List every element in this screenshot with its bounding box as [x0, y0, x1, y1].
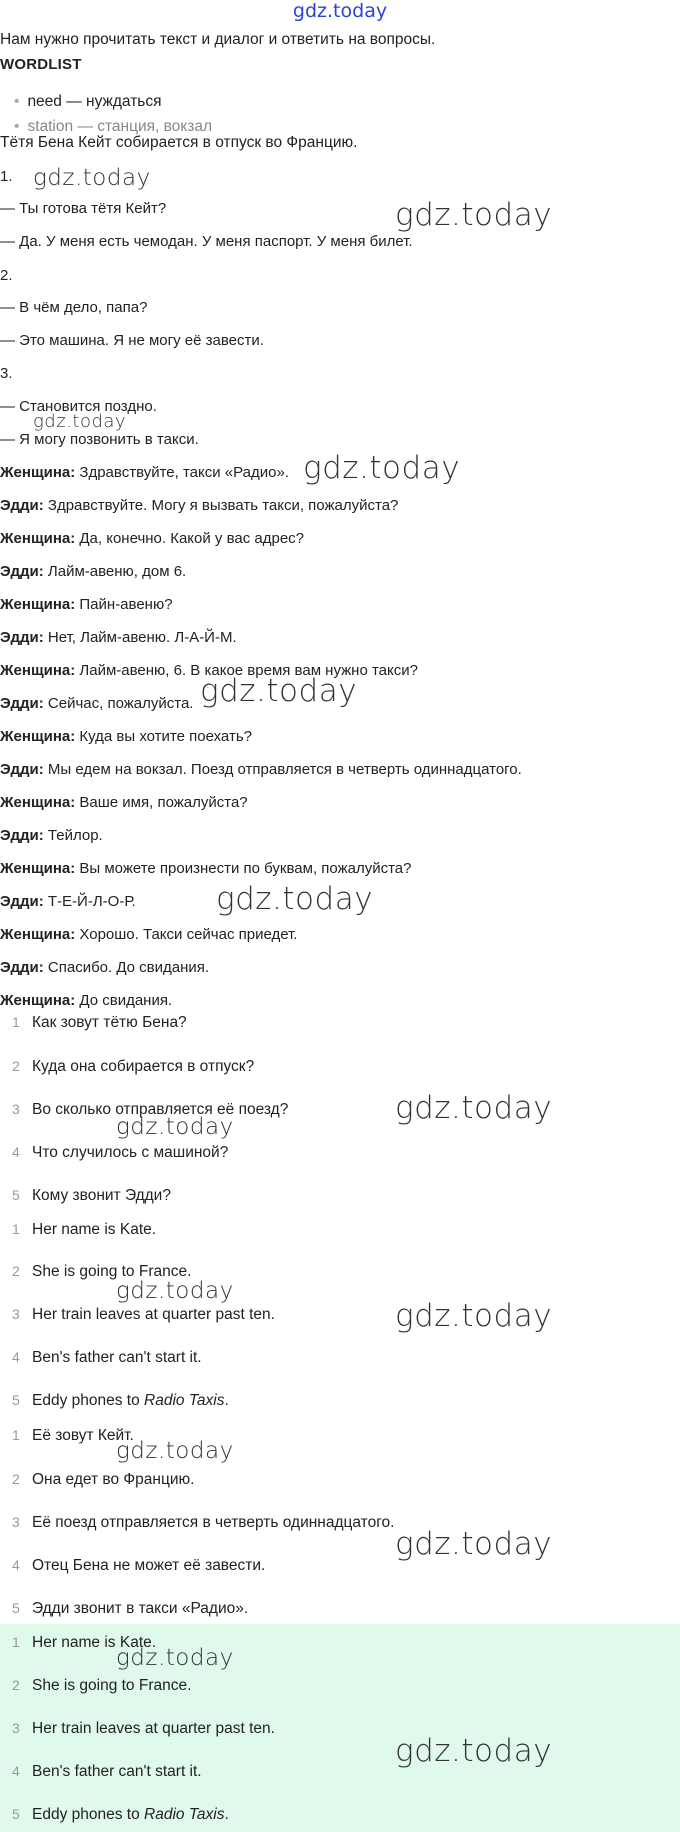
watermark: gdz.today [395, 1298, 553, 1334]
speaker-name: Женщина: [0, 596, 76, 613]
answer-text: Её поезд отправляется в четверть одиннадцатого. [32, 1514, 395, 1531]
item-number: 1 [12, 1634, 20, 1650]
item-number: 2 [12, 1263, 20, 1279]
speaker-name: Женщина: [0, 662, 76, 679]
answer-text-part: Eddy phones to [32, 1806, 145, 1823]
part-number: 1. [0, 168, 13, 185]
speaker-name: Эдди: [0, 827, 44, 844]
item-number: 5 [12, 1187, 20, 1203]
dialogue-text: Вы можете произнести по буквам, пожалуйста? [75, 860, 412, 877]
dialogue-text: Хорошо. Такси сейчас приедет. [75, 926, 298, 943]
dialogue-text: Нет, Лайм-авеню. Л-А-Й-М. [43, 629, 237, 646]
dialogue-line [0, 694, 193, 714]
dialogue-line [0, 826, 103, 846]
dialogue-text: Сейчас, пожалуйста. [43, 695, 194, 712]
answer-text: Ben's father can't start it. [32, 1763, 202, 1780]
dialogue-line: — Да. У меня есть чемодан. У меня паспорт. У меня билет. [0, 233, 413, 250]
item-number: 3 [12, 1720, 20, 1736]
answer-text: She is going to France. [32, 1263, 192, 1280]
story-intro: Тётя Бена Кейт собирается в отпуск во Францию. [0, 134, 358, 151]
dialogue-line [0, 595, 173, 615]
taxi-company-name: Radio Taxis [144, 1806, 225, 1823]
answer-text: Отец Бена не может её завести. [32, 1557, 266, 1574]
answer-text: Her name is Kate. [32, 1221, 157, 1238]
watermark: gdz.today [395, 1526, 553, 1562]
dialogue-line [0, 760, 522, 780]
watermark: gdz.today [116, 1438, 234, 1464]
dialogue-text: Спасибо. До свидания. [43, 959, 210, 976]
item-number: 4 [12, 1557, 20, 1573]
question-text: Как зовут тётю Бена? [32, 1014, 187, 1031]
taxi-company-name: Radio Taxis [144, 1392, 225, 1409]
dialogue-text: Мы едем на вокзал. Поезд отправляется в четверть одиннадцатого. [43, 761, 522, 778]
item-number: 5 [12, 1392, 20, 1408]
watermark: gdz.today [33, 165, 151, 191]
item-number: 2 [12, 1058, 20, 1074]
wordlist-item-text: station — станция, вокзал [27, 118, 213, 135]
dialogue-line [0, 859, 411, 879]
speaker-name: Эдди: [0, 959, 44, 976]
task-intro: Нам нужно прочитать текст и диалог и ответить на вопросы. [0, 31, 436, 48]
speaker-name: Эдди: [0, 629, 44, 646]
speaker-name: Женщина: [0, 794, 76, 811]
dialogue-text: Лайм-авеню, 6. В какое время вам нужно такси? [75, 662, 418, 679]
dialogue-line [0, 496, 398, 516]
question-text: Во сколько отправляется её поезд? [32, 1101, 289, 1118]
dialogue-line [0, 925, 297, 945]
speaker-name: Эдди: [0, 761, 44, 778]
speaker-name: Эдди: [0, 893, 44, 910]
wordlist-list [0, 88, 680, 135]
dialogue-text: Тейлор. [43, 827, 103, 844]
item-number: 4 [12, 1763, 20, 1779]
watermark: gdz.today [116, 1114, 234, 1140]
dialogue-text: До свидания. [75, 992, 173, 1009]
wordlist-title: WORDLIST [0, 56, 82, 73]
speaker-name: Женщина: [0, 464, 76, 481]
answer-text: Эдди звонит в такси «Радио». [32, 1600, 249, 1617]
part-number: 2. [0, 267, 13, 284]
watermark: gdz.today [303, 450, 461, 486]
wordlist-item-text: need — нуждаться [27, 93, 162, 110]
dialogue-text: Ваше имя, пожалуйста? [75, 794, 248, 811]
answer-text [32, 1391, 229, 1411]
item-number: 3 [12, 1101, 20, 1117]
item-number: 2 [12, 1471, 20, 1487]
speaker-name: Эдди: [0, 497, 44, 514]
speaker-name: Женщина: [0, 926, 76, 943]
speaker-name: Женщина: [0, 860, 76, 877]
dialogue-line: — Это машина. Я не могу её завести. [0, 332, 264, 349]
watermark: gdz.today [33, 411, 127, 432]
item-number: 3 [12, 1514, 20, 1530]
dialogue-line: — Становится поздно. [0, 398, 157, 415]
answer-text-part: . [224, 1806, 229, 1823]
dialogue-line [0, 463, 289, 483]
dialogue-text: Куда вы хотите поехать? [75, 728, 252, 745]
speaker-name: Женщина: [0, 992, 76, 1009]
question-text: Что случилось с машиной? [32, 1144, 229, 1161]
dialogue-line [0, 628, 237, 648]
dialogue-line [0, 991, 172, 1011]
answer-text: Ben's father can't start it. [32, 1349, 202, 1366]
speaker-name: Эдди: [0, 563, 44, 580]
watermark: gdz.today [216, 881, 374, 917]
dialogue-text: Здравствуйте, такси «Радио». [75, 464, 289, 481]
dialogue-line [0, 529, 304, 549]
watermark: gdz.today [395, 1090, 553, 1126]
answer-text-part: Eddy phones to [32, 1392, 145, 1409]
item-number: 1 [12, 1221, 20, 1237]
part-number: 3. [0, 365, 13, 382]
dialogue-line [0, 727, 252, 747]
dialogue-line [0, 958, 209, 978]
watermark: gdz.today [116, 1278, 234, 1304]
dialogue-line: — Я могу позвонить в такси. [0, 431, 199, 448]
answer-text: Her train leaves at quarter past ten. [32, 1720, 275, 1737]
answer-text: Её зовут Кейт. [32, 1427, 134, 1444]
watermark: gdz.today [200, 673, 358, 709]
item-number: 4 [12, 1144, 20, 1160]
bullet-icon: • [14, 93, 20, 110]
speaker-name: Женщина: [0, 530, 76, 547]
speaker-name: Эдди: [0, 695, 44, 712]
item-number: 2 [12, 1677, 20, 1693]
answer-text: Она едет во Францию. [32, 1471, 195, 1488]
dialogue-line [0, 562, 186, 582]
dialogue-text: Да, конечно. Какой у вас адрес? [75, 530, 305, 547]
item-number: 3 [12, 1306, 20, 1322]
item-number: 1 [12, 1427, 20, 1443]
item-number: 5 [12, 1806, 20, 1822]
dialogue-line: — В чём дело, папа? [0, 299, 148, 316]
item-number: 1 [12, 1014, 20, 1030]
dialogue-text: Пайн-авеню? [75, 596, 173, 613]
answer-text: Her train leaves at quarter past ten. [32, 1306, 275, 1323]
dialogue-line [0, 793, 248, 813]
dialogue-text: Лайм-авеню, дом 6. [43, 563, 187, 580]
watermark: gdz.today [395, 197, 553, 233]
question-text: Кому звонит Эдди? [32, 1187, 171, 1204]
question-text: Куда она собирается в отпуск? [32, 1058, 255, 1075]
speaker-name: Женщина: [0, 728, 76, 745]
watermark: gdz.today [116, 1645, 234, 1671]
list-item [14, 92, 162, 112]
item-number: 5 [12, 1600, 20, 1616]
answer-text [32, 1805, 229, 1825]
dialogue-text: Здравствуйте. Могу я вызвать такси, пожалуйста? [43, 497, 399, 514]
answer-text-part: . [224, 1392, 229, 1409]
answer-text: She is going to France. [32, 1677, 192, 1694]
watermark: gdz.today [395, 1733, 553, 1769]
dialogue-text: Т-Е-Й-Л-О-Р. [43, 893, 136, 910]
item-number: 4 [12, 1349, 20, 1365]
dialogue-line [0, 892, 136, 912]
dialogue-line: — Ты готова тётя Кейт? [0, 200, 167, 217]
bullet-icon: • [14, 118, 20, 135]
site-logo[interactable]: gdz.today [292, 0, 388, 22]
answer-text: Her name is Kate. [32, 1634, 157, 1651]
